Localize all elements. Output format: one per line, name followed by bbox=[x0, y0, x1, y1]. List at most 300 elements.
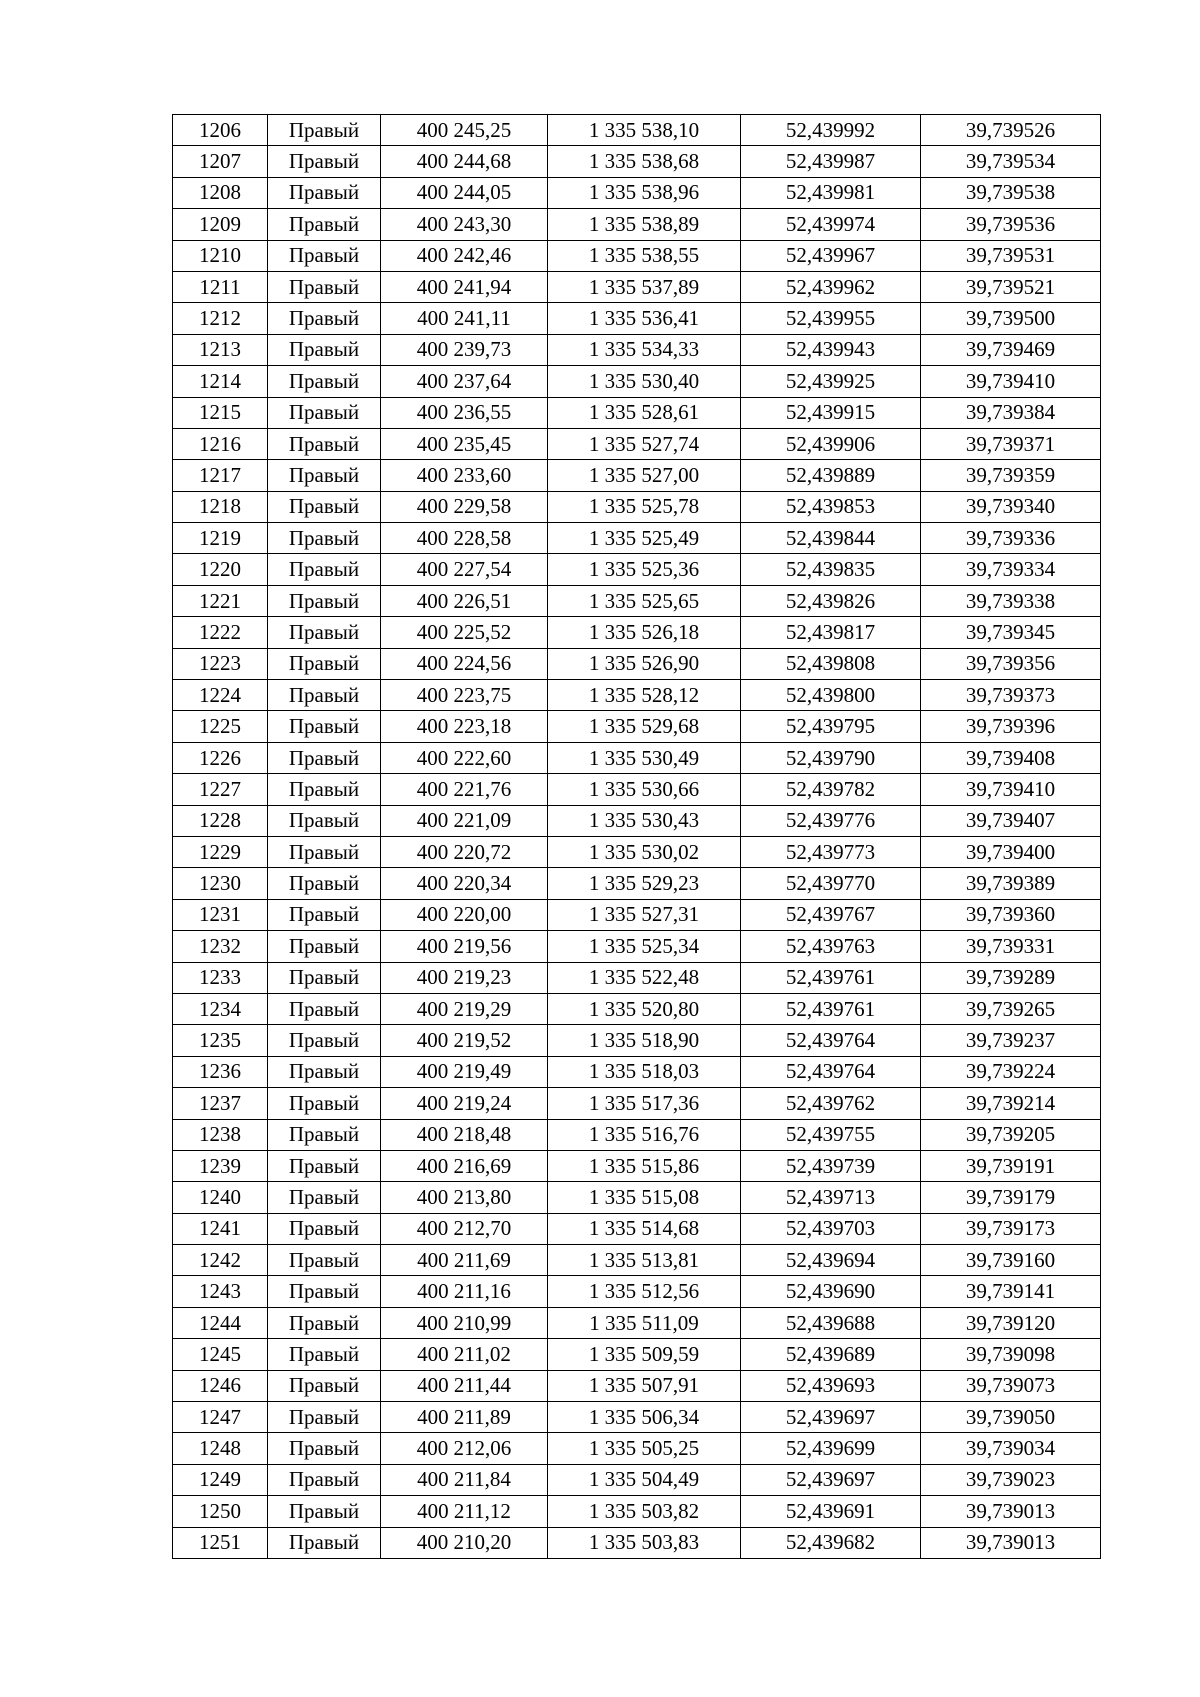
coordinates-table bbox=[172, 114, 1101, 1559]
y-coordinate-cell: 1 335 530,40 bbox=[548, 366, 741, 397]
x-coordinate-cell: 400 228,58 bbox=[381, 523, 548, 554]
point-number-cell: 1208 bbox=[173, 177, 268, 208]
longitude-cell: 39,739340 bbox=[921, 491, 1101, 522]
table-row bbox=[173, 240, 1101, 271]
side-cell: Правый bbox=[268, 1464, 381, 1495]
x-coordinate-cell: 400 211,44 bbox=[381, 1370, 548, 1401]
latitude-cell: 52,439693 bbox=[741, 1370, 921, 1401]
longitude-cell: 39,739360 bbox=[921, 899, 1101, 930]
x-coordinate-cell: 400 219,24 bbox=[381, 1088, 548, 1119]
x-coordinate-cell: 400 219,56 bbox=[381, 931, 548, 962]
latitude-cell: 52,439763 bbox=[741, 931, 921, 962]
y-coordinate-cell: 1 335 527,31 bbox=[548, 899, 741, 930]
x-coordinate-cell: 400 211,89 bbox=[381, 1402, 548, 1433]
point-number-cell: 1247 bbox=[173, 1402, 268, 1433]
latitude-cell: 52,439808 bbox=[741, 648, 921, 679]
point-number-cell: 1216 bbox=[173, 428, 268, 459]
point-number-cell: 1231 bbox=[173, 899, 268, 930]
y-coordinate-cell: 1 335 505,25 bbox=[548, 1433, 741, 1464]
side-cell: Правый bbox=[268, 1276, 381, 1307]
table-row bbox=[173, 491, 1101, 522]
y-coordinate-cell: 1 335 526,90 bbox=[548, 648, 741, 679]
point-number-cell: 1242 bbox=[173, 1245, 268, 1276]
side-cell: Правый bbox=[268, 680, 381, 711]
latitude-cell: 52,439795 bbox=[741, 711, 921, 742]
table-row bbox=[173, 1150, 1101, 1181]
point-number-cell: 1219 bbox=[173, 523, 268, 554]
y-coordinate-cell: 1 335 538,96 bbox=[548, 177, 741, 208]
point-number-cell: 1235 bbox=[173, 1025, 268, 1056]
point-number-cell: 1211 bbox=[173, 271, 268, 302]
point-number-cell: 1210 bbox=[173, 240, 268, 271]
latitude-cell: 52,439770 bbox=[741, 868, 921, 899]
table-row bbox=[173, 271, 1101, 302]
table-row bbox=[173, 1464, 1101, 1495]
side-cell: Правый bbox=[268, 146, 381, 177]
longitude-cell: 39,739371 bbox=[921, 428, 1101, 459]
y-coordinate-cell: 1 335 515,86 bbox=[548, 1150, 741, 1181]
side-cell: Правый bbox=[268, 115, 381, 146]
side-cell: Правый bbox=[268, 334, 381, 365]
y-coordinate-cell: 1 335 537,89 bbox=[548, 271, 741, 302]
side-cell: Правый bbox=[268, 209, 381, 240]
x-coordinate-cell: 400 229,58 bbox=[381, 491, 548, 522]
point-number-cell: 1218 bbox=[173, 491, 268, 522]
point-number-cell: 1229 bbox=[173, 836, 268, 867]
x-coordinate-cell: 400 242,46 bbox=[381, 240, 548, 271]
longitude-cell: 39,739265 bbox=[921, 993, 1101, 1024]
x-coordinate-cell: 400 210,20 bbox=[381, 1527, 548, 1558]
point-number-cell: 1233 bbox=[173, 962, 268, 993]
side-cell: Правый bbox=[268, 836, 381, 867]
y-coordinate-cell: 1 335 503,83 bbox=[548, 1527, 741, 1558]
side-cell: Правый bbox=[268, 931, 381, 962]
longitude-cell: 39,739410 bbox=[921, 774, 1101, 805]
y-coordinate-cell: 1 335 538,10 bbox=[548, 115, 741, 146]
y-coordinate-cell: 1 335 517,36 bbox=[548, 1088, 741, 1119]
longitude-cell: 39,739407 bbox=[921, 805, 1101, 836]
y-coordinate-cell: 1 335 509,59 bbox=[548, 1339, 741, 1370]
table-row bbox=[173, 428, 1101, 459]
y-coordinate-cell: 1 335 529,68 bbox=[548, 711, 741, 742]
table-row bbox=[173, 523, 1101, 554]
y-coordinate-cell: 1 335 528,12 bbox=[548, 680, 741, 711]
longitude-cell: 39,739526 bbox=[921, 115, 1101, 146]
side-cell: Правый bbox=[268, 899, 381, 930]
latitude-cell: 52,439992 bbox=[741, 115, 921, 146]
latitude-cell: 52,439844 bbox=[741, 523, 921, 554]
latitude-cell: 52,439689 bbox=[741, 1339, 921, 1370]
point-number-cell: 1251 bbox=[173, 1527, 268, 1558]
longitude-cell: 39,739289 bbox=[921, 962, 1101, 993]
y-coordinate-cell: 1 335 529,23 bbox=[548, 868, 741, 899]
point-number-cell: 1209 bbox=[173, 209, 268, 240]
x-coordinate-cell: 400 239,73 bbox=[381, 334, 548, 365]
longitude-cell: 39,739338 bbox=[921, 585, 1101, 616]
longitude-cell: 39,739531 bbox=[921, 240, 1101, 271]
x-coordinate-cell: 400 241,94 bbox=[381, 271, 548, 302]
longitude-cell: 39,739237 bbox=[921, 1025, 1101, 1056]
table-row bbox=[173, 774, 1101, 805]
latitude-cell: 52,439782 bbox=[741, 774, 921, 805]
longitude-cell: 39,739214 bbox=[921, 1088, 1101, 1119]
point-number-cell: 1206 bbox=[173, 115, 268, 146]
x-coordinate-cell: 400 245,25 bbox=[381, 115, 548, 146]
latitude-cell: 52,439739 bbox=[741, 1150, 921, 1181]
latitude-cell: 52,439800 bbox=[741, 680, 921, 711]
y-coordinate-cell: 1 335 538,89 bbox=[548, 209, 741, 240]
point-number-cell: 1214 bbox=[173, 366, 268, 397]
table-row bbox=[173, 617, 1101, 648]
longitude-cell: 39,739500 bbox=[921, 303, 1101, 334]
longitude-cell: 39,739538 bbox=[921, 177, 1101, 208]
point-number-cell: 1248 bbox=[173, 1433, 268, 1464]
longitude-cell: 39,739224 bbox=[921, 1056, 1101, 1087]
point-number-cell: 1244 bbox=[173, 1307, 268, 1338]
table-row bbox=[173, 1339, 1101, 1370]
latitude-cell: 52,439906 bbox=[741, 428, 921, 459]
latitude-cell: 52,439682 bbox=[741, 1527, 921, 1558]
y-coordinate-cell: 1 335 506,34 bbox=[548, 1402, 741, 1433]
x-coordinate-cell: 400 244,05 bbox=[381, 177, 548, 208]
y-coordinate-cell: 1 335 514,68 bbox=[548, 1213, 741, 1244]
side-cell: Правый bbox=[268, 742, 381, 773]
table-row bbox=[173, 1307, 1101, 1338]
longitude-cell: 39,739013 bbox=[921, 1527, 1101, 1558]
side-cell: Правый bbox=[268, 1025, 381, 1056]
y-coordinate-cell: 1 335 527,00 bbox=[548, 460, 741, 491]
table-row bbox=[173, 366, 1101, 397]
table-row bbox=[173, 742, 1101, 773]
latitude-cell: 52,439697 bbox=[741, 1402, 921, 1433]
side-cell: Правый bbox=[268, 1119, 381, 1150]
y-coordinate-cell: 1 335 536,41 bbox=[548, 303, 741, 334]
longitude-cell: 39,739013 bbox=[921, 1496, 1101, 1527]
y-coordinate-cell: 1 335 512,56 bbox=[548, 1276, 741, 1307]
x-coordinate-cell: 400 221,76 bbox=[381, 774, 548, 805]
table-row bbox=[173, 146, 1101, 177]
table-row bbox=[173, 1496, 1101, 1527]
table-row bbox=[173, 115, 1101, 146]
latitude-cell: 52,439764 bbox=[741, 1025, 921, 1056]
x-coordinate-cell: 400 221,09 bbox=[381, 805, 548, 836]
x-coordinate-cell: 400 210,99 bbox=[381, 1307, 548, 1338]
point-number-cell: 1227 bbox=[173, 774, 268, 805]
latitude-cell: 52,439955 bbox=[741, 303, 921, 334]
x-coordinate-cell: 400 241,11 bbox=[381, 303, 548, 334]
side-cell: Правый bbox=[268, 648, 381, 679]
table-row bbox=[173, 962, 1101, 993]
y-coordinate-cell: 1 335 526,18 bbox=[548, 617, 741, 648]
side-cell: Правый bbox=[268, 1245, 381, 1276]
table-row bbox=[173, 1402, 1101, 1433]
x-coordinate-cell: 400 216,69 bbox=[381, 1150, 548, 1181]
x-coordinate-cell: 400 226,51 bbox=[381, 585, 548, 616]
point-number-cell: 1217 bbox=[173, 460, 268, 491]
point-number-cell: 1240 bbox=[173, 1182, 268, 1213]
y-coordinate-cell: 1 335 530,02 bbox=[548, 836, 741, 867]
latitude-cell: 52,439835 bbox=[741, 554, 921, 585]
y-coordinate-cell: 1 335 534,33 bbox=[548, 334, 741, 365]
point-number-cell: 1246 bbox=[173, 1370, 268, 1401]
table-row bbox=[173, 648, 1101, 679]
point-number-cell: 1220 bbox=[173, 554, 268, 585]
longitude-cell: 39,739534 bbox=[921, 146, 1101, 177]
x-coordinate-cell: 400 233,60 bbox=[381, 460, 548, 491]
table-row bbox=[173, 1527, 1101, 1558]
latitude-cell: 52,439699 bbox=[741, 1433, 921, 1464]
y-coordinate-cell: 1 335 530,43 bbox=[548, 805, 741, 836]
longitude-cell: 39,739205 bbox=[921, 1119, 1101, 1150]
x-coordinate-cell: 400 211,16 bbox=[381, 1276, 548, 1307]
y-coordinate-cell: 1 335 511,09 bbox=[548, 1307, 741, 1338]
side-cell: Правый bbox=[268, 617, 381, 648]
table-row bbox=[173, 303, 1101, 334]
latitude-cell: 52,439773 bbox=[741, 836, 921, 867]
side-cell: Правый bbox=[268, 1088, 381, 1119]
x-coordinate-cell: 400 219,29 bbox=[381, 993, 548, 1024]
x-coordinate-cell: 400 223,75 bbox=[381, 680, 548, 711]
y-coordinate-cell: 1 335 518,03 bbox=[548, 1056, 741, 1087]
point-number-cell: 1230 bbox=[173, 868, 268, 899]
side-cell: Правый bbox=[268, 240, 381, 271]
latitude-cell: 52,439694 bbox=[741, 1245, 921, 1276]
longitude-cell: 39,739356 bbox=[921, 648, 1101, 679]
y-coordinate-cell: 1 335 527,74 bbox=[548, 428, 741, 459]
y-coordinate-cell: 1 335 525,78 bbox=[548, 491, 741, 522]
point-number-cell: 1226 bbox=[173, 742, 268, 773]
side-cell: Правый bbox=[268, 303, 381, 334]
x-coordinate-cell: 400 243,30 bbox=[381, 209, 548, 240]
x-coordinate-cell: 400 211,02 bbox=[381, 1339, 548, 1370]
side-cell: Правый bbox=[268, 1496, 381, 1527]
y-coordinate-cell: 1 335 507,91 bbox=[548, 1370, 741, 1401]
y-coordinate-cell: 1 335 522,48 bbox=[548, 962, 741, 993]
x-coordinate-cell: 400 218,48 bbox=[381, 1119, 548, 1150]
x-coordinate-cell: 400 213,80 bbox=[381, 1182, 548, 1213]
table-row bbox=[173, 1276, 1101, 1307]
latitude-cell: 52,439761 bbox=[741, 993, 921, 1024]
side-cell: Правый bbox=[268, 523, 381, 554]
side-cell: Правый bbox=[268, 1527, 381, 1558]
table-row bbox=[173, 1245, 1101, 1276]
y-coordinate-cell: 1 335 528,61 bbox=[548, 397, 741, 428]
side-cell: Правый bbox=[268, 428, 381, 459]
longitude-cell: 39,739050 bbox=[921, 1402, 1101, 1433]
latitude-cell: 52,439987 bbox=[741, 146, 921, 177]
side-cell: Правый bbox=[268, 491, 381, 522]
longitude-cell: 39,739331 bbox=[921, 931, 1101, 962]
side-cell: Правый bbox=[268, 993, 381, 1024]
table-row bbox=[173, 1370, 1101, 1401]
point-number-cell: 1239 bbox=[173, 1150, 268, 1181]
x-coordinate-cell: 400 227,54 bbox=[381, 554, 548, 585]
side-cell: Правый bbox=[268, 1056, 381, 1087]
longitude-cell: 39,739384 bbox=[921, 397, 1101, 428]
latitude-cell: 52,439776 bbox=[741, 805, 921, 836]
latitude-cell: 52,439764 bbox=[741, 1056, 921, 1087]
longitude-cell: 39,739173 bbox=[921, 1213, 1101, 1244]
point-number-cell: 1234 bbox=[173, 993, 268, 1024]
side-cell: Правый bbox=[268, 1182, 381, 1213]
x-coordinate-cell: 400 220,34 bbox=[381, 868, 548, 899]
y-coordinate-cell: 1 335 503,82 bbox=[548, 1496, 741, 1527]
longitude-cell: 39,739073 bbox=[921, 1370, 1101, 1401]
y-coordinate-cell: 1 335 525,65 bbox=[548, 585, 741, 616]
point-number-cell: 1241 bbox=[173, 1213, 268, 1244]
side-cell: Правый bbox=[268, 1339, 381, 1370]
point-number-cell: 1238 bbox=[173, 1119, 268, 1150]
latitude-cell: 52,439697 bbox=[741, 1464, 921, 1495]
table-row bbox=[173, 805, 1101, 836]
x-coordinate-cell: 400 220,00 bbox=[381, 899, 548, 930]
point-number-cell: 1223 bbox=[173, 648, 268, 679]
x-coordinate-cell: 400 212,06 bbox=[381, 1433, 548, 1464]
longitude-cell: 39,739345 bbox=[921, 617, 1101, 648]
x-coordinate-cell: 400 223,18 bbox=[381, 711, 548, 742]
point-number-cell: 1245 bbox=[173, 1339, 268, 1370]
latitude-cell: 52,439853 bbox=[741, 491, 921, 522]
point-number-cell: 1243 bbox=[173, 1276, 268, 1307]
side-cell: Правый bbox=[268, 1213, 381, 1244]
point-number-cell: 1207 bbox=[173, 146, 268, 177]
y-coordinate-cell: 1 335 538,55 bbox=[548, 240, 741, 271]
x-coordinate-cell: 400 212,70 bbox=[381, 1213, 548, 1244]
latitude-cell: 52,439967 bbox=[741, 240, 921, 271]
y-coordinate-cell: 1 335 520,80 bbox=[548, 993, 741, 1024]
longitude-cell: 39,739469 bbox=[921, 334, 1101, 365]
latitude-cell: 52,439713 bbox=[741, 1182, 921, 1213]
y-coordinate-cell: 1 335 530,49 bbox=[548, 742, 741, 773]
table-row bbox=[173, 868, 1101, 899]
x-coordinate-cell: 400 244,68 bbox=[381, 146, 548, 177]
side-cell: Правый bbox=[268, 868, 381, 899]
table-row bbox=[173, 1213, 1101, 1244]
point-number-cell: 1237 bbox=[173, 1088, 268, 1119]
side-cell: Правый bbox=[268, 271, 381, 302]
y-coordinate-cell: 1 335 525,34 bbox=[548, 931, 741, 962]
latitude-cell: 52,439915 bbox=[741, 397, 921, 428]
table-row bbox=[173, 1056, 1101, 1087]
side-cell: Правый bbox=[268, 962, 381, 993]
side-cell: Правый bbox=[268, 1307, 381, 1338]
table-row bbox=[173, 585, 1101, 616]
latitude-cell: 52,439703 bbox=[741, 1213, 921, 1244]
table-row bbox=[173, 1088, 1101, 1119]
table-row bbox=[173, 177, 1101, 208]
side-cell: Правый bbox=[268, 805, 381, 836]
side-cell: Правый bbox=[268, 774, 381, 805]
latitude-cell: 52,439762 bbox=[741, 1088, 921, 1119]
table-row bbox=[173, 554, 1101, 585]
y-coordinate-cell: 1 335 518,90 bbox=[548, 1025, 741, 1056]
latitude-cell: 52,439981 bbox=[741, 177, 921, 208]
y-coordinate-cell: 1 335 504,49 bbox=[548, 1464, 741, 1495]
point-number-cell: 1213 bbox=[173, 334, 268, 365]
table-row bbox=[173, 1025, 1101, 1056]
point-number-cell: 1225 bbox=[173, 711, 268, 742]
side-cell: Правый bbox=[268, 1433, 381, 1464]
table-row bbox=[173, 334, 1101, 365]
latitude-cell: 52,439974 bbox=[741, 209, 921, 240]
longitude-cell: 39,739179 bbox=[921, 1182, 1101, 1213]
x-coordinate-cell: 400 219,49 bbox=[381, 1056, 548, 1087]
latitude-cell: 52,439962 bbox=[741, 271, 921, 302]
longitude-cell: 39,739141 bbox=[921, 1276, 1101, 1307]
longitude-cell: 39,739410 bbox=[921, 366, 1101, 397]
table-row bbox=[173, 1433, 1101, 1464]
side-cell: Правый bbox=[268, 397, 381, 428]
y-coordinate-cell: 1 335 525,49 bbox=[548, 523, 741, 554]
latitude-cell: 52,439790 bbox=[741, 742, 921, 773]
table-row bbox=[173, 680, 1101, 711]
x-coordinate-cell: 400 220,72 bbox=[381, 836, 548, 867]
latitude-cell: 52,439690 bbox=[741, 1276, 921, 1307]
table-row bbox=[173, 1119, 1101, 1150]
x-coordinate-cell: 400 219,52 bbox=[381, 1025, 548, 1056]
latitude-cell: 52,439691 bbox=[741, 1496, 921, 1527]
side-cell: Правый bbox=[268, 711, 381, 742]
longitude-cell: 39,739098 bbox=[921, 1339, 1101, 1370]
latitude-cell: 52,439755 bbox=[741, 1119, 921, 1150]
x-coordinate-cell: 400 211,69 bbox=[381, 1245, 548, 1276]
latitude-cell: 52,439943 bbox=[741, 334, 921, 365]
latitude-cell: 52,439889 bbox=[741, 460, 921, 491]
side-cell: Правый bbox=[268, 585, 381, 616]
longitude-cell: 39,739521 bbox=[921, 271, 1101, 302]
point-number-cell: 1228 bbox=[173, 805, 268, 836]
point-number-cell: 1212 bbox=[173, 303, 268, 334]
x-coordinate-cell: 400 219,23 bbox=[381, 962, 548, 993]
coordinates-table-body bbox=[173, 115, 1101, 1559]
longitude-cell: 39,739191 bbox=[921, 1150, 1101, 1181]
longitude-cell: 39,739359 bbox=[921, 460, 1101, 491]
longitude-cell: 39,739160 bbox=[921, 1245, 1101, 1276]
latitude-cell: 52,439688 bbox=[741, 1307, 921, 1338]
side-cell: Правый bbox=[268, 460, 381, 491]
longitude-cell: 39,739334 bbox=[921, 554, 1101, 585]
longitude-cell: 39,739023 bbox=[921, 1464, 1101, 1495]
longitude-cell: 39,739396 bbox=[921, 711, 1101, 742]
y-coordinate-cell: 1 335 513,81 bbox=[548, 1245, 741, 1276]
side-cell: Правый bbox=[268, 1402, 381, 1433]
y-coordinate-cell: 1 335 525,36 bbox=[548, 554, 741, 585]
side-cell: Правый bbox=[268, 366, 381, 397]
x-coordinate-cell: 400 211,84 bbox=[381, 1464, 548, 1495]
table-row bbox=[173, 993, 1101, 1024]
longitude-cell: 39,739536 bbox=[921, 209, 1101, 240]
point-number-cell: 1232 bbox=[173, 931, 268, 962]
latitude-cell: 52,439817 bbox=[741, 617, 921, 648]
table-row bbox=[173, 460, 1101, 491]
table-row bbox=[173, 899, 1101, 930]
point-number-cell: 1222 bbox=[173, 617, 268, 648]
latitude-cell: 52,439767 bbox=[741, 899, 921, 930]
latitude-cell: 52,439761 bbox=[741, 962, 921, 993]
side-cell: Правый bbox=[268, 177, 381, 208]
table-row bbox=[173, 209, 1101, 240]
x-coordinate-cell: 400 235,45 bbox=[381, 428, 548, 459]
longitude-cell: 39,739408 bbox=[921, 742, 1101, 773]
y-coordinate-cell: 1 335 530,66 bbox=[548, 774, 741, 805]
x-coordinate-cell: 400 237,64 bbox=[381, 366, 548, 397]
point-number-cell: 1221 bbox=[173, 585, 268, 616]
point-number-cell: 1236 bbox=[173, 1056, 268, 1087]
longitude-cell: 39,739389 bbox=[921, 868, 1101, 899]
y-coordinate-cell: 1 335 538,68 bbox=[548, 146, 741, 177]
point-number-cell: 1250 bbox=[173, 1496, 268, 1527]
side-cell: Правый bbox=[268, 1150, 381, 1181]
